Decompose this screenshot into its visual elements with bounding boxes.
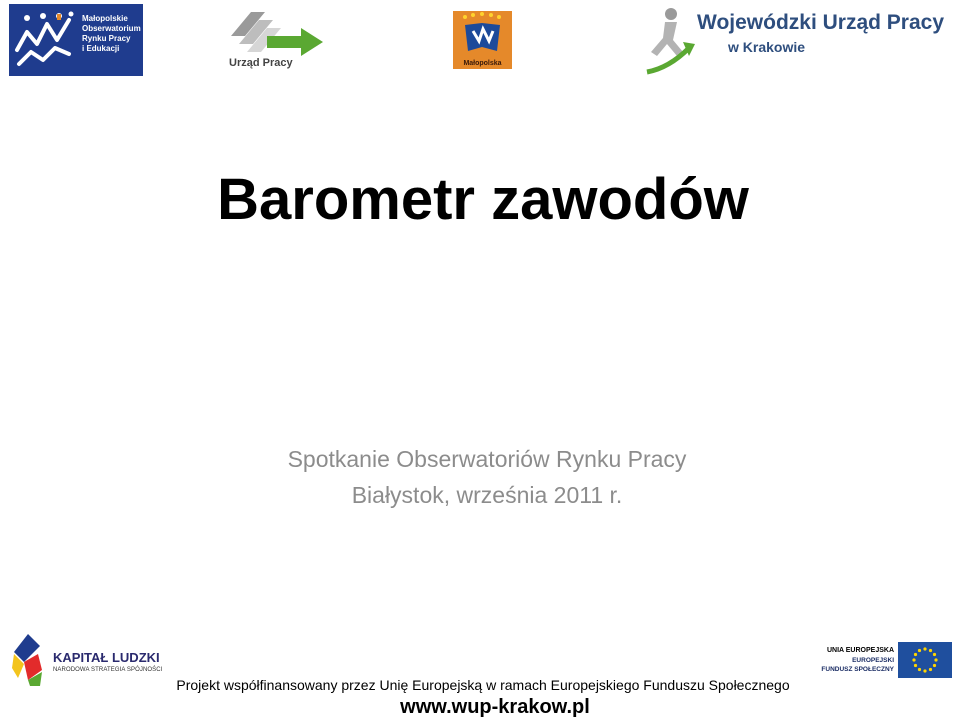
observatory-name-line: Rynku Pracy [82, 34, 131, 43]
malopolskie-obserwatorium-logo [9, 4, 143, 76]
eu-fund-label: FUNDUSZ SPOŁECZNY [821, 666, 894, 673]
malopolska-logo [453, 11, 512, 69]
running-figure-icon [643, 6, 695, 76]
observatory-name-line: Obserwatorium [82, 24, 141, 33]
website-link[interactable]: www.wup-krakow.pl [400, 696, 590, 718]
eu-social-fund-logo [816, 642, 952, 682]
wup-title: Wojewódzki Urząd Pracy [697, 11, 945, 34]
malopolska-caption: Małopolska [463, 60, 502, 67]
labour-office-arrow-icon [225, 8, 325, 58]
slide-subtitle-event: Spotkanie Obserwatoriów Rynku Pracy [287, 446, 687, 472]
slide-title: Barometr zawodów [217, 167, 749, 232]
eu-flag-icon [898, 642, 952, 678]
malopolska-emblem-icon [453, 11, 512, 59]
kapital-ludzki-title: KAPITAŁ LUDZKI [53, 650, 160, 665]
kapital-ludzki-subtitle: NARODOWA STRATEGIA SPÓJNOŚCI [53, 667, 163, 673]
observatory-name-line: Małopolskie [82, 14, 128, 23]
urzad-pracy-logo [225, 8, 325, 72]
slide-subtitle-place-date: Białystok, września 2011 r. [351, 482, 623, 508]
wup-subtitle: w Krakowie [728, 39, 806, 55]
eu-union-label: UNIA EUROPEJSKA [826, 647, 894, 654]
labour-office-caption: Urząd Pracy [229, 57, 293, 69]
funding-note: Projekt współfinansowany przez Unię Europejską w ramach Europejskiego Funduszu Społecznego [176, 677, 790, 693]
observatory-name-line: i Edukacji [82, 44, 120, 53]
eu-fund-label: EUROPEJSKI [852, 657, 894, 664]
observatory-emblem-icon [13, 10, 79, 72]
wup-krakow-logo [643, 6, 960, 76]
observatory-name [82, 14, 141, 54]
